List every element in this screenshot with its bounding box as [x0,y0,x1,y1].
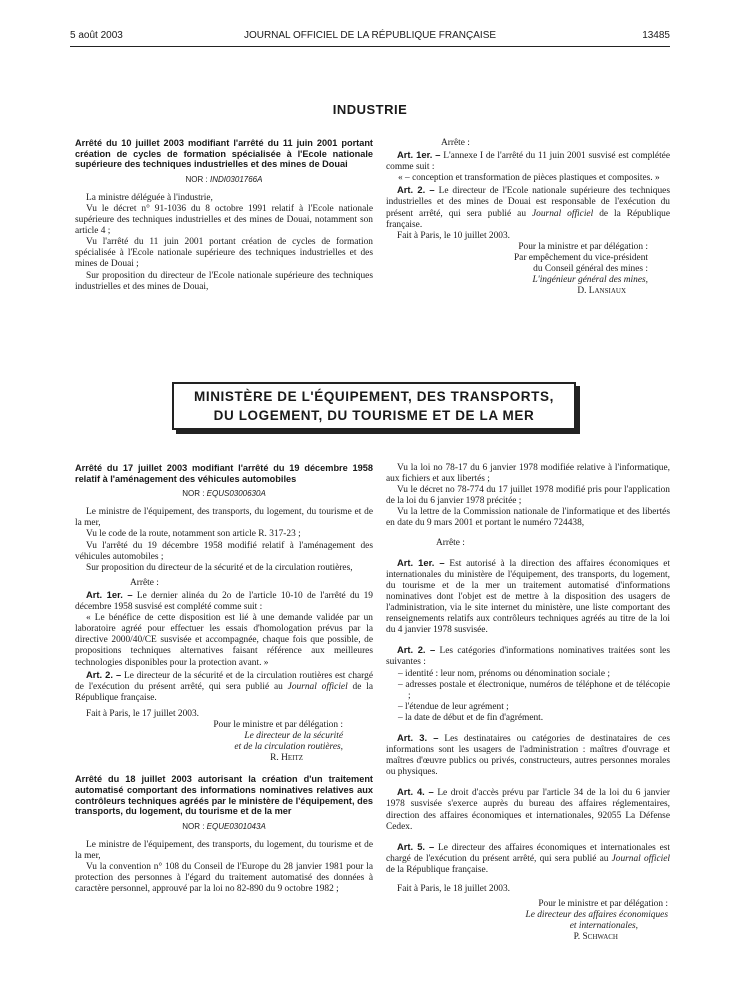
signature-line: Pour le ministre et par délégation : [213,719,343,730]
signature-block [386,899,670,943]
section-title-industrie: INDUSTRIE [332,102,408,117]
nor-code: INDI0301766A [209,174,263,184]
list-item: – identité : leur nom, prénoms ou dénomination sociale ; [398,668,610,679]
arrete-title: Arrêté du 10 juillet 2003 modifiant l'arrêté du 11 juin 2001 portant création de cycles de formation spécialisée à l'Ecole nationale supérieure des techniques industrielles et des mines de Douai [75,138,373,170]
signature-line: Pour la ministre et par délégation : [518,241,648,252]
fait-a-paris: Fait à Paris, le 17 juillet 2003. [86,708,200,719]
signatory-name: R. Heitz [270,753,303,764]
fait-a-paris: Fait à Paris, le 10 juillet 2003. [397,230,511,241]
article-3 [386,732,670,778]
nor-label: NOR : [182,489,207,499]
article-text: L'annexe I de l'arrêté du 11 juin 2001 susvisé est complétée comme suit : [386,151,670,173]
signatory-name: D. Lansiaux [577,286,626,297]
signature-block [75,720,373,764]
article-text: de la République française. [75,681,374,703]
ministry-title-line: MINISTÈRE DE L'ÉQUIPEMENT, DES TRANSPORTS, [194,389,554,404]
article-text: Les catégories d'informations nominatives traitées sont les suivantes : [386,646,670,668]
article-text: Le dernier alinéa du 2o de l'article 10-10 de l'arrêté du 19 décembre 1958 susvisé est complété comme suit : [75,590,373,613]
article-text: Est autorisé à la direction des affaires économiques et internationales du ministère de l'équipement, des transports, du logement, du tourisme et de la mer un traitement automatisé d'informations nominatives dont l'objet est de mettre à la disposition des usagers de l'administration, via le site internet du ministère, une liste comportant des renseignements relatifs aux contrôleurs techniques agréés au titre de la loi du 4 janvier 1978 susvisée. [386,558,670,636]
industrie-right-column [386,138,670,297]
paragraph: Vu la lettre de la Commission nationale de l'informatique et des libertés en date du 9 mars 2001 et portant le numéro 724438, [386,507,670,529]
paragraph: Vu la loi no 78-17 du 6 janvier 1978 modifiée relative à l'informatique, aux fichiers et aux libertés ; [386,463,670,485]
article-label: Art. 1er. – [86,588,133,600]
article-label: Art. 2. – [86,668,122,680]
article-1 [386,557,670,637]
ministry-title-line: DU LOGEMENT, DU TOURISME ET DE LA MER [213,408,535,423]
list-item: – la date de début et de fin d'agrément. [398,712,544,723]
paragraph: Vu le décret n° 91-1036 du 8 octobre 1991 relatif à l'Ecole nationale supérieure des techniques industrielles et des mines de Douai, notamment son article 4 ; [75,203,373,237]
header-date: 5 août 2003 [70,30,123,41]
signatory-title: Le directeur de la sécurité [244,731,343,742]
nor-code: EQUE0301043A [206,821,266,831]
paragraph: Le ministre de l'équipement, des transports, du logement, du tourisme et de la mer, [75,839,373,861]
signatory-title: L'ingénieur général des mines, [532,275,648,286]
article-label: Art. 1er. – [397,556,445,568]
article-label: Art. 4. – [397,786,434,798]
arrete-title: Arrêté du 17 juillet 2003 modifiant l'arrêté du 19 décembre 1958 relatif à l'aménagement des véhicules automobiles [75,463,373,484]
paragraph: Sur proposition du directeur de la sécurité et de la circulation routières, [86,562,353,573]
list-item: « – conception et transformation de pièces plastiques et composites. » [398,173,660,184]
signatory-name: P. Schwach [573,932,618,943]
article-2 [386,184,670,230]
article-1 [386,149,670,173]
signature-line: Par empêchement du vice-président [513,252,648,263]
journal-officiel-ref: Journal officiel [287,681,348,692]
arrete-label: Arrête : [130,577,159,588]
nor-label: NOR : [182,821,207,831]
paragraph: Vu le code de la route, notamment son article R. 317-23 ; [86,529,301,540]
paragraph: Vu le décret no 78-774 du 17 juillet 1978 modifié pris pour l'application de la loi du 6 janvier 1978 précitée ; [386,485,670,507]
article-label: Art. 1er. – [397,149,441,161]
arrete-label: Arrête : [441,138,470,148]
signatory-title: et de la circulation routières, [234,742,343,753]
ministry-title-box [172,382,576,430]
paragraph: Vu la convention n° 108 du Conseil de l'Europe du 28 janvier 1981 pour la protection des personnes à l'égard du traitement automatisé des données à caractère personnel, approuvé par la loi no 82-890 du 9 octobre 1982 ; [75,862,373,895]
paragraph: La ministre déléguée à l'industrie, [86,192,213,203]
quote-paragraph: « Le bénéfice de cette disposition est lié à une demande validée par un laboratoire agréé pour effectuer les essais d'homologation prévus par la directive 2000/40/CE susvisée et accompagnée, chaque fois que possible, de propositions techniques alternatives faisant référence aux meilleures technologies disponibles pour la protection avant. » [75,613,373,668]
article-label: Art. 5. – [397,840,435,852]
article-2 [386,644,670,668]
arrete-label: Arrête : [436,537,465,548]
nor-reference [75,821,373,832]
article-text: Le droit d'accès prévu par l'article 34 de la loi du 6 janvier 1978 susvisée s'exerce auprès du bureau des affaires réglementaires, direction des affaires économiques et internationales, 92055 La Défense Cedex. [386,788,670,832]
article-text: Les destinataires ou catégories de destinataires de ces informations sont les usagers de l'administration : maîtres d'ouvrage et maîtres d'œuvre publics ou privés, constructeurs, autres personnes morales ou physiques. [386,733,670,778]
article-label: Art. 2. – [397,644,436,656]
list-item: – l'étendue de leur agrément ; [398,701,509,712]
article-text: Le directeur de la sécurité et de la circulation routières est chargé de l'exécution du présent arrêté, qui sera publié au [75,670,373,692]
article-label: Art. 3. – [397,731,439,743]
signatory-title: Le directeur des affaires économiques [525,910,668,921]
nor-reference [75,488,373,499]
article-text: Le directeur de l'Ecole nationale supérieure des techniques industrielles et des mines de Douai est responsable de l'exécution du présent arrêté, qui sera publié au [386,186,670,219]
signatory-title: et internationales, [569,921,638,932]
paragraph: Le ministre de l'équipement, des transports, du logement, du tourisme et de la mer, [75,507,373,529]
journal-officiel-ref: Journal officiel [532,208,594,219]
header-page-number: 13485 [642,30,670,41]
article-label: Art. 2. – [397,184,435,196]
journal-officiel-ref: Journal officiel [611,853,670,864]
paragraph: Vu l'arrêté du 19 décembre 1958 modifié relatif à l'aménagement des véhicules automobiles ; [75,540,373,562]
list-item: – adresses postale et électronique, numéros de téléphone et de télécopie ; [398,679,670,701]
article-2 [75,669,373,704]
paragraph: Vu l'arrêté du 11 juin 2001 portant création de cycles de formation spécialisée à l'Ecole nationale supérieure des techniques industrielles et des mines de Douai ; [75,237,373,270]
article-5 [386,841,670,876]
header-journal-title: JOURNAL OFFICIEL DE LA RÉPUBLIQUE FRANÇAISE [243,30,497,41]
ministere-left-column [75,463,373,895]
nor-reference [75,174,373,185]
ministere-right-column [386,463,670,943]
article-1 [75,589,373,613]
article-4 [386,786,670,832]
signature-line: du Conseil général des mines : [533,264,648,275]
nor-label: NOR : [185,174,210,184]
header-rule [70,46,670,47]
nor-code: EQUS0300630A [206,489,266,499]
arrete-title: Arrêté du 18 juillet 2003 autorisant la création d'un traitement automatisé comportant des informations nominatives relatives aux contrôleurs techniques agréés par le ministère de l'équipement, des transports, du logement, du tourisme et de la mer [75,774,373,817]
article-text: de la République française. [386,208,670,230]
article-text: Le directeur des affaires économiques et internationales est chargé de l'exécution du présent arrêté, qui sera publié au [386,842,670,864]
signature-line: Pour le ministre et par délégation : [538,899,668,910]
article-text: de la République française. [386,864,489,875]
paragraph: Sur proposition du directeur de l'Ecole nationale supérieure des techniques industrielles et des mines de Douai, [75,270,373,292]
industrie-left-column [75,138,373,293]
fait-a-paris: Fait à Paris, le 18 juillet 2003. [397,884,511,894]
signature-block [386,242,670,297]
